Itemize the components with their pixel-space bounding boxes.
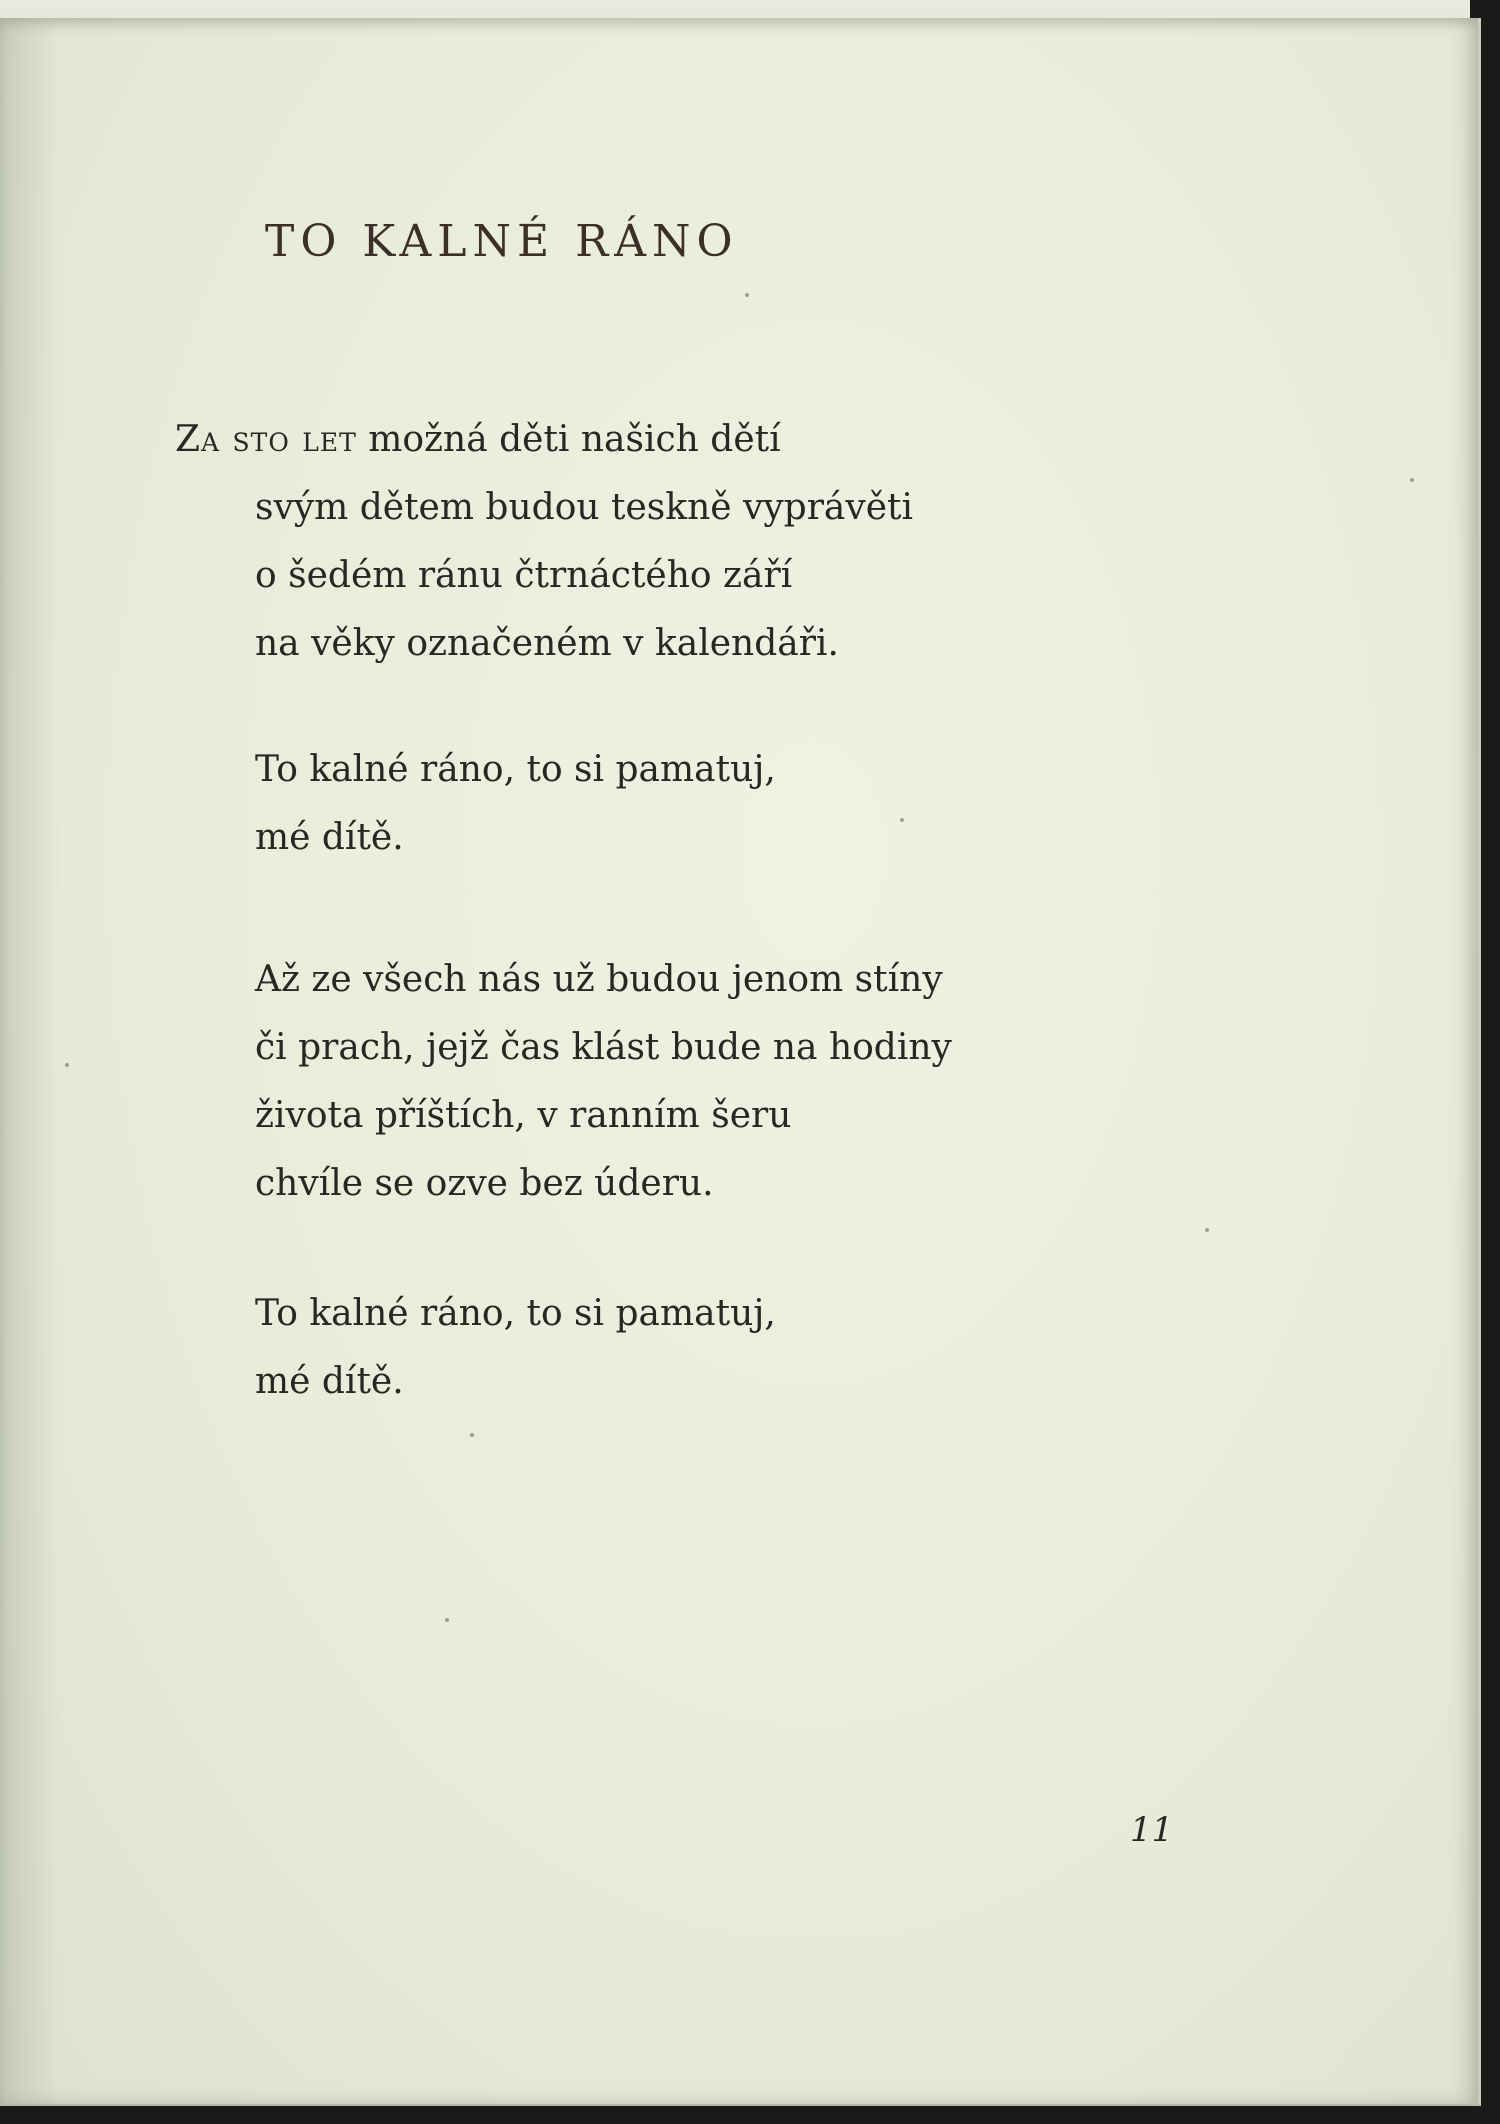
stanza-4 <box>255 1280 776 1416</box>
paper-speck <box>745 293 749 297</box>
stanza-1 <box>175 406 914 678</box>
stanza-3-line-3: života příštích, v ranním šeru <box>255 1095 792 1136</box>
book-page <box>0 18 1481 2106</box>
page-number: 11 <box>1130 1810 1174 1850</box>
paper-speck <box>1410 478 1414 482</box>
poem-title: TO KALNÉ RÁNO <box>265 216 739 267</box>
stanza-1-line-1-rest: možná děti našich dětí <box>356 419 781 460</box>
stanza-1-line-1 <box>175 406 913 474</box>
stanza-2-line-1: To kalné ráno, to si pamatuj, <box>255 749 776 790</box>
paper-speck <box>65 1063 69 1067</box>
paper-speck <box>470 1433 474 1437</box>
paper-speck <box>1205 1228 1209 1232</box>
stanza-3-line-1: Až ze všech nás už budou jenom stíny <box>255 959 943 1000</box>
stanza-1-line-4: na věky označeném v kalendáři. <box>255 623 839 664</box>
stanza-1-line-3: o šedém ránu čtrnáctého září <box>255 555 793 596</box>
stanza-2 <box>255 736 776 872</box>
paper-speck <box>900 818 904 822</box>
stanza-3-line-2: či prach, jejž čas klást bude na hodiny <box>255 1027 952 1068</box>
stanza-1-lead: Za sto let <box>175 419 357 460</box>
stanza-3 <box>255 946 952 1218</box>
stanza-2-line-2: mé dítě. <box>255 817 404 858</box>
paper-speck <box>445 1618 449 1622</box>
stanza-3-line-4: chvíle se ozve bez úderu. <box>255 1163 714 1204</box>
stanza-4-line-1: To kalné ráno, to si pamatuj, <box>255 1293 776 1334</box>
stanza-4-line-2: mé dítě. <box>255 1361 404 1402</box>
stanza-1-line-2: svým dětem budou teskně vyprávěti <box>255 487 914 528</box>
